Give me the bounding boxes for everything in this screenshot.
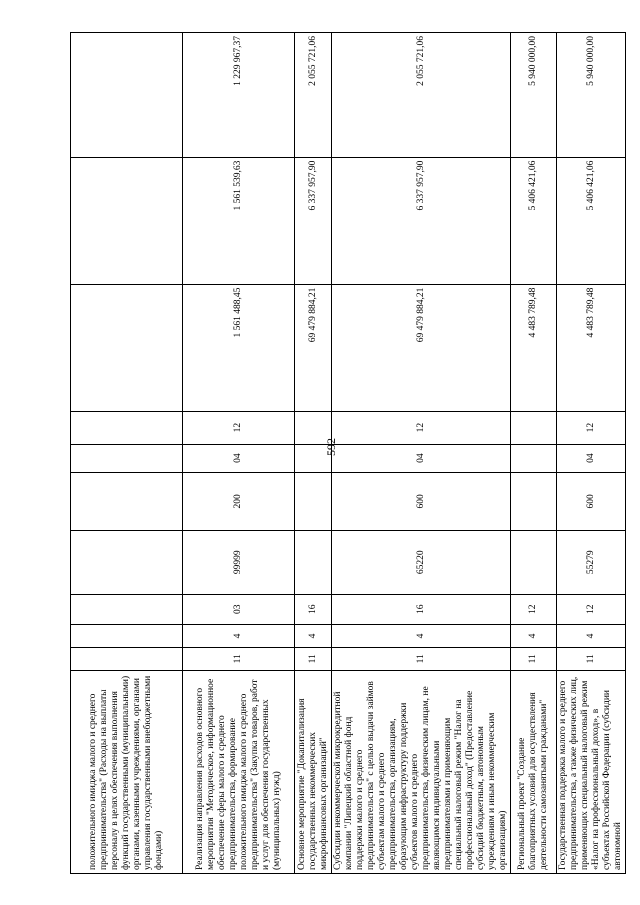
code-expense-type <box>511 472 557 530</box>
code-expense-type <box>71 472 183 530</box>
table-row <box>71 33 183 874</box>
amount-year-2: 5 406 421,06 <box>511 157 557 284</box>
amount-year-1: 69 479 884,21 <box>332 284 511 411</box>
page-number: 592 <box>324 438 338 456</box>
code-direction: 65220 <box>332 531 511 595</box>
table-row <box>295 33 332 874</box>
amount-year-2: 1 561 539,63 <box>183 157 295 284</box>
code-event: 03 <box>183 594 295 624</box>
row-name: Региональный проект "Создание благоприятных условий для осуществления деятельности самозанятыми гражданами" <box>511 670 557 873</box>
budget-table <box>70 32 626 874</box>
code-subsection: 12 <box>183 411 295 444</box>
code-section <box>295 444 332 472</box>
code-event: 16 <box>332 594 511 624</box>
amount-year-2: 6 337 957,90 <box>332 157 511 284</box>
table-row <box>183 33 295 874</box>
code-event: 12 <box>557 594 626 624</box>
code-subsection <box>71 411 183 444</box>
code-subsection: 12 <box>557 411 626 444</box>
amount-year-1 <box>71 284 183 411</box>
amount-year-3: 2 055 721,06 <box>332 33 511 158</box>
code-program <box>71 647 183 670</box>
code-section: 04 <box>332 444 511 472</box>
code-subprogram: 4 <box>295 625 332 648</box>
amount-year-1: 69 479 884,21 <box>295 284 332 411</box>
budget-table-frame <box>70 32 623 874</box>
code-subsection <box>511 411 557 444</box>
code-direction <box>71 531 183 595</box>
code-section <box>71 444 183 472</box>
code-subsection <box>295 411 332 444</box>
amount-year-3 <box>71 33 183 158</box>
code-event <box>71 594 183 624</box>
amount-year-1: 1 561 488,45 <box>183 284 295 411</box>
code-section <box>511 444 557 472</box>
amount-year-1: 4 483 789,48 <box>557 284 626 411</box>
code-direction: 99999 <box>183 531 295 595</box>
code-direction: 55279 <box>557 531 626 595</box>
row-name: Государственная поддержка малого и среднего предпринимательства, а также физических лиц, применяющих специальный налоговый режим «Налог на профессиональный доход», в субъектах Российской Федерации (субсидии автономной <box>557 670 626 873</box>
code-event: 16 <box>295 594 332 624</box>
code-section: 04 <box>557 444 626 472</box>
row-name: Субсидии некоммерческой микрокредитной компании "Липецкий областной фонд поддержки малого и среднего предпринимательства" с целью выдачи займов субъектам малого и среднего предпринимательства, организациям, образующим инфраструктуру поддержки субъектов малого и среднего предпринимательства, физическим лицам, не являющимся индивидуальными предпринимателями и применяющим специальный налоговый режим "Налог на профессиональный доход" (Предоставление субсидий бюджетным, автономным учреждениям и иным некоммерческим организациям) <box>332 670 511 873</box>
code-subprogram: 4 <box>511 625 557 648</box>
code-direction <box>295 531 332 595</box>
code-expense-type: 200 <box>183 472 295 530</box>
row-name: Реализация направления расходов основного мероприятия "Методическое, информационное обеспечение сферы малого и среднего предпринимательства, формирование положительного имиджа малого и среднего предпринимательства" (Закупка товаров, работ и услуг для обеспечения государственных (муниципальных) нужд) <box>183 670 295 873</box>
code-program: 11 <box>557 647 626 670</box>
code-program: 11 <box>332 647 511 670</box>
amount-year-3: 2 055 721,06 <box>295 33 332 158</box>
budget-table-rotated <box>70 32 623 874</box>
code-subprogram: 4 <box>332 625 511 648</box>
table-row <box>332 33 511 874</box>
amount-year-2: 5 406 421,06 <box>557 157 626 284</box>
code-expense-type: 600 <box>332 472 511 530</box>
code-program: 11 <box>295 647 332 670</box>
table-row <box>511 33 557 874</box>
row-name: Основное мероприятие "Докапитализация государственных некоммерческих микрофинансовых организаций" <box>295 670 332 873</box>
amount-year-2 <box>71 157 183 284</box>
code-program: 11 <box>183 647 295 670</box>
code-section: 04 <box>183 444 295 472</box>
code-expense-type: 600 <box>557 472 626 530</box>
code-subprogram <box>71 625 183 648</box>
amount-year-3: 5 940 000,00 <box>557 33 626 158</box>
code-subprogram: 4 <box>557 625 626 648</box>
code-subprogram: 4 <box>183 625 295 648</box>
code-subsection: 12 <box>332 411 511 444</box>
code-expense-type <box>295 472 332 530</box>
table-row <box>557 33 626 874</box>
code-direction <box>511 531 557 595</box>
row-name: положительного имиджа малого и среднего предпринимательства" (Расходы на выплаты персоналу в целях обеспечения выполнения функций государственными (муниципальными) органами, казенными учреждениями, органами управления государственными внебюджетными фондами) <box>71 670 183 873</box>
amount-year-3: 5 940 000,00 <box>511 33 557 158</box>
amount-year-3: 1 229 967,37 <box>183 33 295 158</box>
amount-year-1: 4 483 789,48 <box>511 284 557 411</box>
code-program: 11 <box>511 647 557 670</box>
code-event: 12 <box>511 594 557 624</box>
amount-year-2: 6 337 957,90 <box>295 157 332 284</box>
